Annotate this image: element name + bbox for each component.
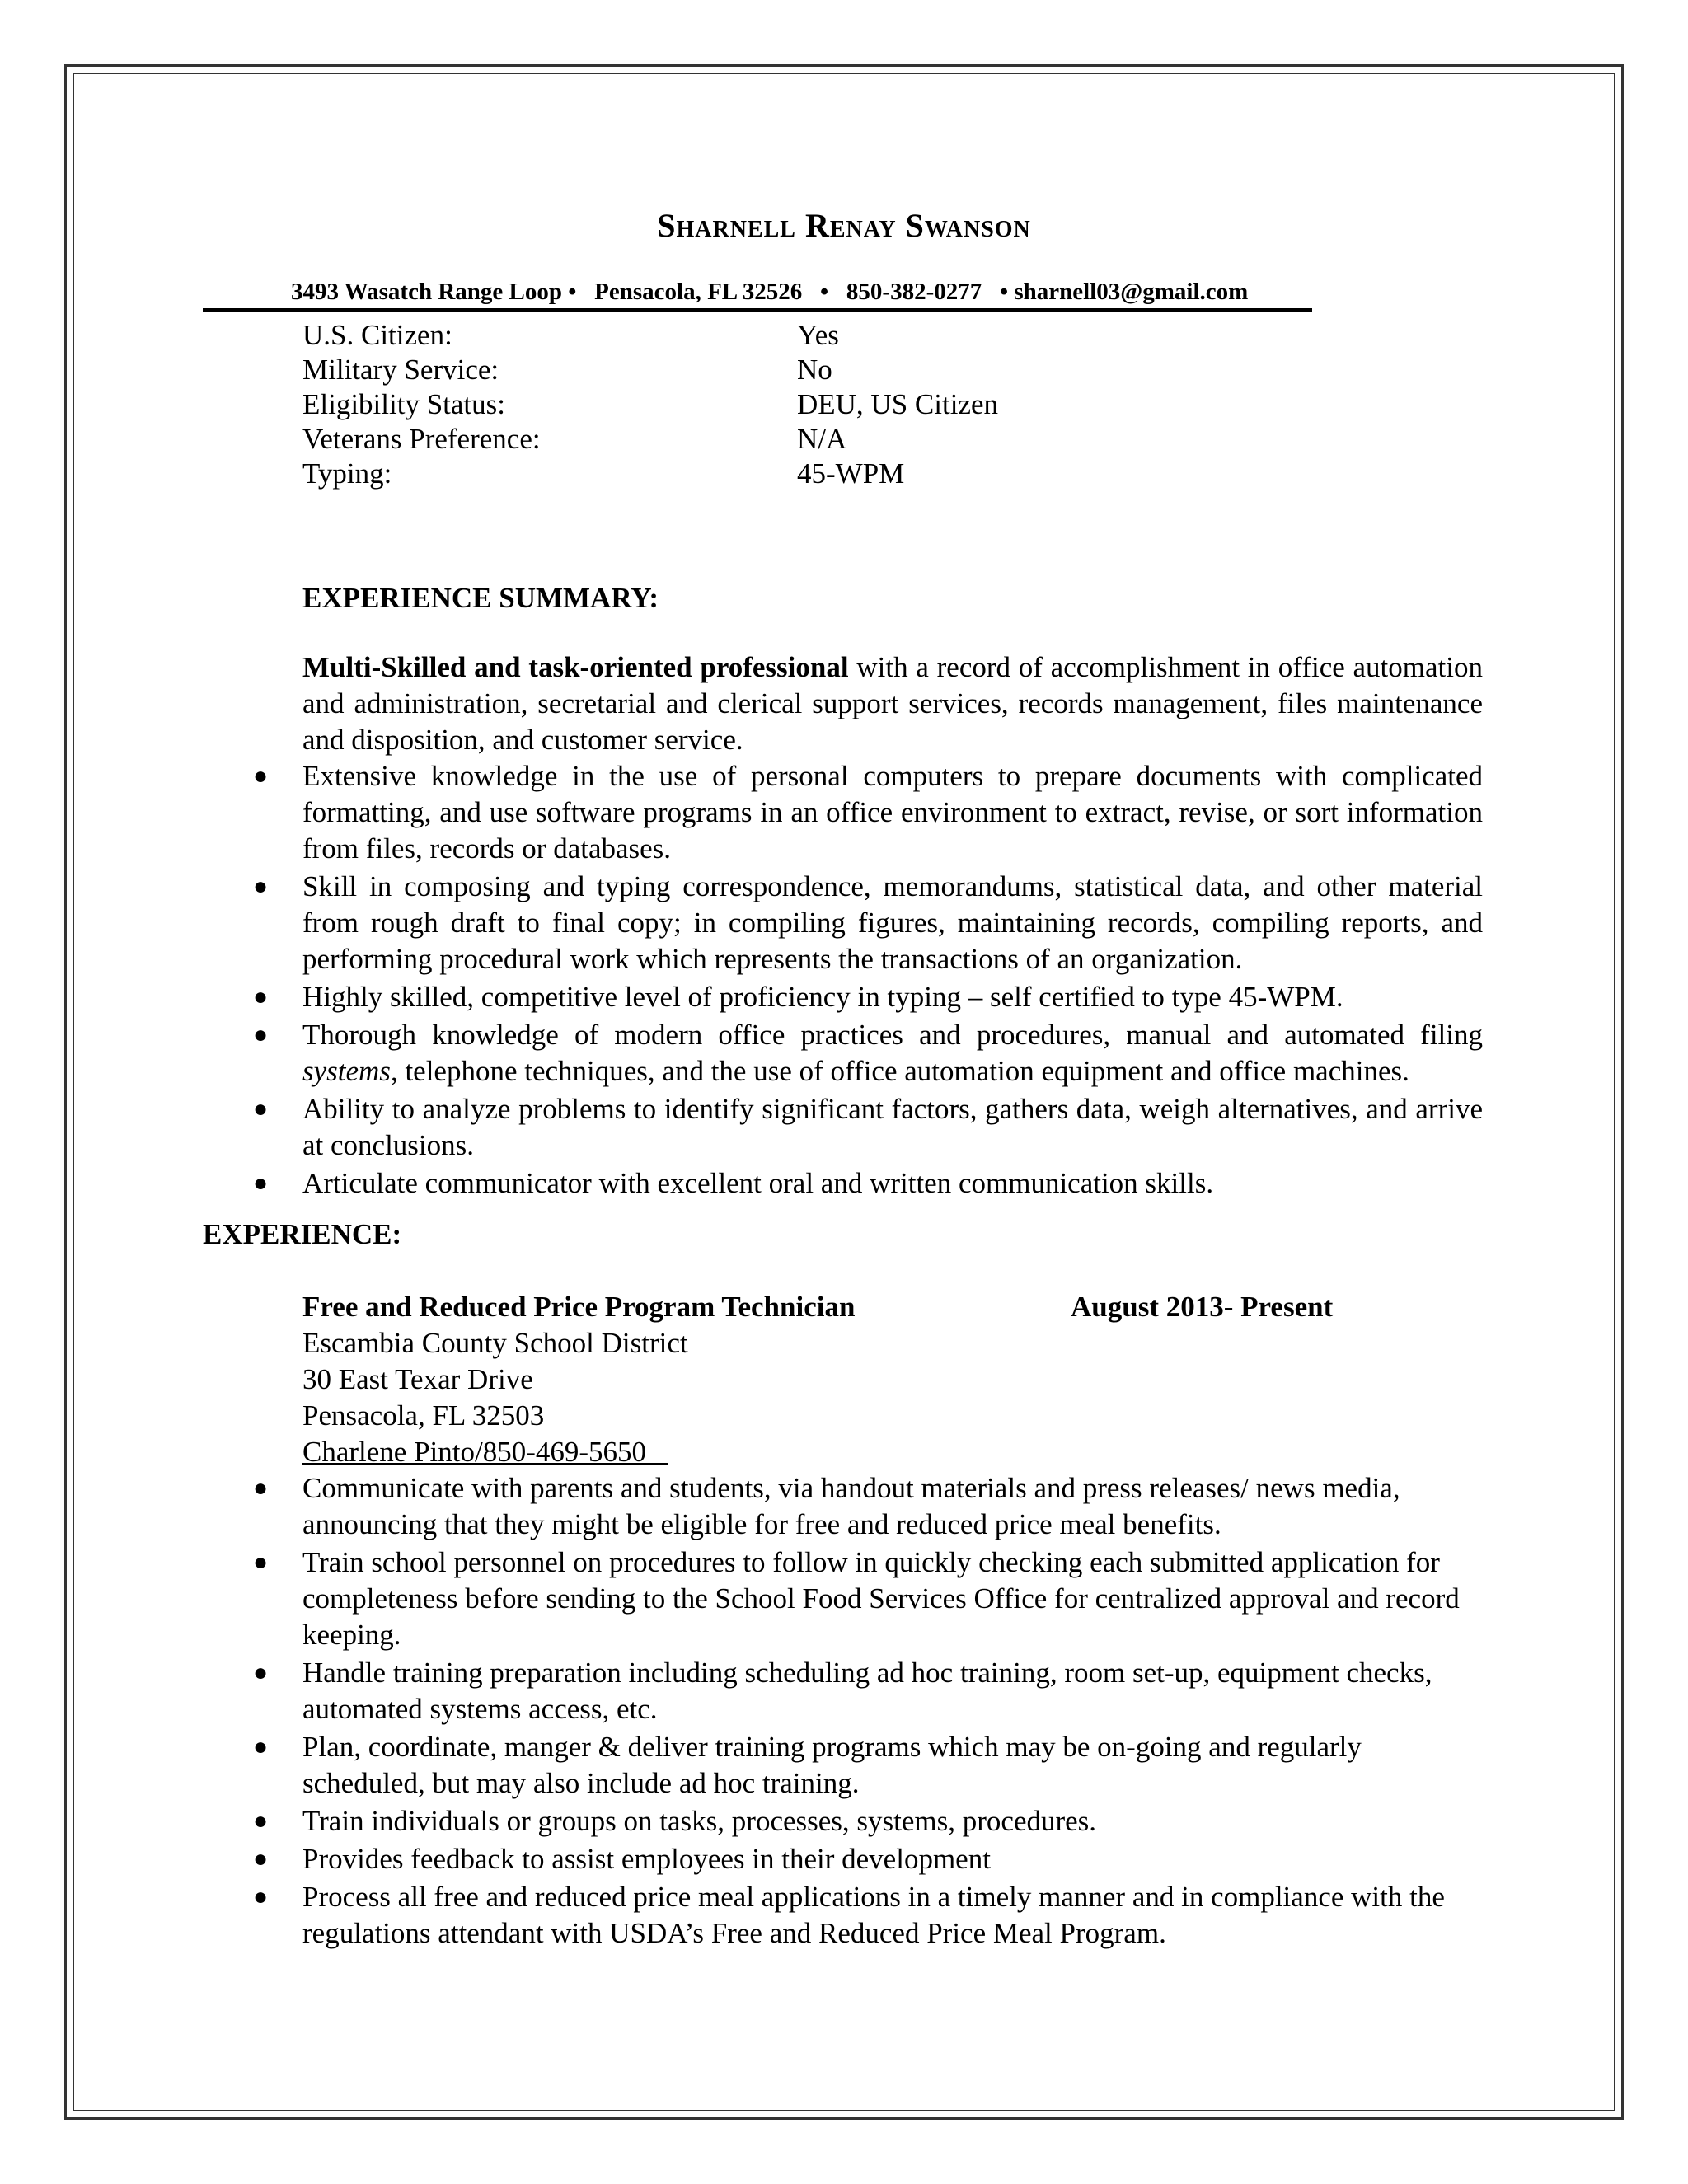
status-row [302,457,998,491]
summary-bullet-list [253,758,1483,1202]
resume-name: Sharnell Renay Swanson [657,207,1031,244]
status-value: DEU, US Citizen [797,388,999,420]
bullet-text: Communicate with parents and students, via handout materials and press releases/ news media, announcing that they might be eligible for free and reduced price meal benefits. [302,1472,1400,1540]
bullet-text: Train individuals or groups on tasks, processes, systems, procedures. [302,1805,1097,1837]
list-item [253,1655,1483,1727]
list-item [253,1841,1483,1877]
status-value: 45-WPM [797,457,905,490]
status-row [302,422,998,457]
bullet-icon: ● [253,1659,269,1686]
status-label: Eligibility Status: [302,388,505,420]
bullet-text: Skill in composing and typing correspondence, memorandums, statistical data, and other material from rough draft to final copy; in compiling figures, maintaining records, compiling reports, and performing procedural work which represents the transactions of an organization. [302,870,1483,975]
status-label: Veterans Preference: [302,423,541,455]
bullet-icon: ● [253,983,269,1010]
list-item [253,1470,1483,1543]
summary-intro [302,649,1483,758]
status-label: U.S. Citizen: [302,319,452,351]
bullet-text: , telephone techniques, and the use of office automation equipment and office machines. [390,1055,1409,1087]
bullet-icon: ● [253,1845,269,1872]
list-item [253,1879,1483,1952]
job-title: Free and Reduced Price Program Technician [302,1291,856,1323]
bullet-text: Thorough knowledge of modern office practices and procedures, manual and automated filing [302,1019,1483,1051]
summary-intro-bold: Multi-Skilled and task-oriented professional [302,651,849,683]
experience-summary [253,649,1483,1203]
bullet-icon: ● [253,1169,269,1197]
bullet-icon: ● [253,1474,269,1502]
status-label: Military Service: [302,354,499,386]
job-bullet-list [253,1470,1483,1952]
status-value: N/A [797,423,847,455]
bullet-icon: ● [253,873,269,900]
bullet-text: Train school personnel on procedures to follow in quickly checking each submitted application for completeness before sending to the School Food Services Office for centralized approval and record keeping. [302,1546,1460,1651]
summary-intro-text: with a record of accomplishment in office automation and administration, secretarial and clerical support services, records management, files maintenance and disposition, and customer service. [302,651,1483,756]
bullet-icon: ● [253,1095,269,1122]
list-item [253,1017,1483,1090]
status-value: Yes [797,319,839,351]
experience-summary-heading: EXPERIENCE SUMMARY: [302,582,659,614]
list-item [253,1729,1483,1802]
contact-line: 3493 Wasatch Range Loop • Pensacola, FL 32526 • 850-382-0277 • sharnell03@gmail.com [291,279,1249,305]
bullet-text: Ability to analyze problems to identify significant factors, gathers data, weigh alternatives, and arrive at conclusions. [302,1093,1483,1161]
bullet-text: Handle training preparation including scheduling ad hoc training, room set-up, equipment checks, automated systems access, etc. [302,1657,1432,1725]
bullet-text: Process all free and reduced price meal applications in a timely manner and in compliance with the regulations attendant with USDA’s Free and Reduced Price Meal Program. [302,1881,1445,1949]
job-title-row [302,1289,1483,1325]
job-dates: August 2013- Present [1071,1291,1334,1323]
bullet-icon: ● [253,1883,269,1910]
bullet-icon: ● [253,1807,269,1835]
job-supervisor-contact: Charlene Pinto/850-469-5650 [302,1436,668,1468]
list-item [253,869,1483,977]
job-employer: Escambia County School District [302,1327,688,1359]
job-street: 30 East Texar Drive [302,1363,533,1395]
status-row [302,353,998,387]
experience-heading: EXPERIENCE: [203,1218,402,1250]
status-row [302,318,998,353]
status-value: No [797,354,832,386]
list-item [253,1544,1483,1653]
list-item [253,1803,1483,1840]
bullet-text: Extensive knowledge in the use of personal computers to prepare documents with complicated formatting, and use software programs in an office environment to extract, revise, or sort information from files, records or databases. [302,760,1483,865]
list-item [253,1165,1483,1202]
bullet-icon: ● [253,1549,269,1576]
job-entry [253,1289,1483,1953]
status-label: Typing: [302,457,392,490]
bullet-text: Provides feedback to assist employees in their development [302,1843,991,1875]
list-item [253,758,1483,867]
bullet-text-italic: systems [302,1055,391,1087]
job-city: Pensacola, FL 32503 [302,1399,545,1432]
bullet-text: Plan, coordinate, manger & deliver training programs which may be on-going and regularly scheduled, but may also include ad hoc training. [302,1731,1362,1799]
list-item [253,979,1483,1015]
status-table [302,318,998,491]
bullet-icon: ● [253,1021,269,1048]
bullet-icon: ● [253,762,269,790]
bullet-text: Highly skilled, competitive level of proficiency in typing – self certified to type 45-WPM. [302,981,1343,1013]
list-item [253,1091,1483,1164]
bullet-text: Articulate communicator with excellent oral and written communication skills. [302,1167,1214,1199]
header-rule [203,308,1312,312]
bullet-icon: ● [253,1733,269,1760]
status-row [302,387,998,422]
